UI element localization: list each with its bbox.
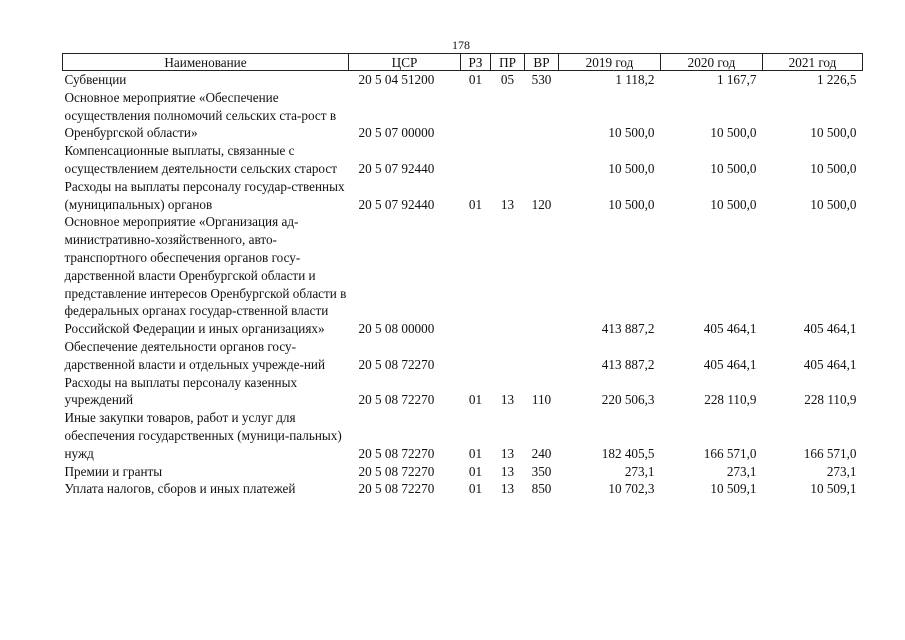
cell-y2021: 10 509,1 xyxy=(810,481,857,497)
cell-rz: 01 xyxy=(468,392,483,408)
cell-y2021: 405 464,1 xyxy=(803,356,857,372)
cell-pr: 13 xyxy=(500,481,515,497)
table-header-row xyxy=(63,54,863,71)
cell-y2020: 273,1 xyxy=(726,463,757,479)
cell-csr: 20 5 07 92440 xyxy=(358,196,435,212)
cell-y2021: 405 464,1 xyxy=(803,321,857,337)
cell-y2019: 220 506,3 xyxy=(601,392,655,408)
header-csr: ЦСР xyxy=(349,54,461,71)
cell-y2021: 166 571,0 xyxy=(803,445,857,461)
cell-csr: 20 5 07 92440 xyxy=(358,160,435,176)
cell-y2020: 405 464,1 xyxy=(703,356,757,372)
cell-rz xyxy=(461,89,491,142)
cell-y2020: 228 110,9 xyxy=(704,392,757,408)
header-name: Наименование xyxy=(63,54,349,71)
cell-vr: 530 xyxy=(531,72,552,87)
cell-y2021: 228 110,9 xyxy=(804,392,857,408)
cell-csr: 20 5 08 72270 xyxy=(358,356,435,372)
cell-pr: 13 xyxy=(500,392,515,408)
header-2021: 2021 год xyxy=(763,54,863,71)
cell-y2020: 10 509,1 xyxy=(710,481,757,497)
cell-rz xyxy=(461,338,491,374)
cell-vr: 120 xyxy=(531,196,552,212)
cell-vr: 110 xyxy=(531,392,552,408)
cell-y2021: 10 500,0 xyxy=(810,196,857,212)
cell-name: Основное мероприятие «Организация ад-министративно-хозяйственного, авто-транспортного обеспечения органов госу-дарственной власти Оренбургской области и представление интересов Оренбургской области в федеральных органах государ-ственной власти Российской Федерации и иных организациях» xyxy=(64,214,347,337)
cell-y2019: 10 500,0 xyxy=(608,196,655,212)
cell-y2019: 10 500,0 xyxy=(608,125,655,141)
cell-y2019: 413 887,2 xyxy=(601,321,655,337)
cell-pr xyxy=(491,142,525,178)
cell-y2021: 10 500,0 xyxy=(810,160,857,176)
table-row xyxy=(63,89,863,142)
cell-name: Иные закупки товаров, работ и услуг для обеспечения государственных (муници-пальных) нужд xyxy=(64,410,342,461)
cell-y2020: 10 500,0 xyxy=(710,196,757,212)
cell-pr: 13 xyxy=(500,196,515,212)
cell-rz: 01 xyxy=(468,481,483,497)
cell-csr: 20 5 08 72270 xyxy=(358,481,435,497)
cell-y2021: 10 500,0 xyxy=(810,125,857,141)
cell-name: Расходы на выплаты персоналу государ-ственных (муниципальных) органов xyxy=(64,178,345,212)
cell-y2020: 10 500,0 xyxy=(710,160,757,176)
cell-vr xyxy=(525,142,559,178)
cell-y2021: 1 226,5 xyxy=(816,72,857,87)
budget-table xyxy=(62,53,863,498)
header-rz: РЗ xyxy=(461,54,491,71)
cell-y2020: 166 571,0 xyxy=(703,445,757,461)
table-row xyxy=(63,178,863,214)
cell-vr xyxy=(525,89,559,142)
cell-name: Премии и гранты xyxy=(64,463,163,479)
cell-rz: 01 xyxy=(468,445,483,461)
cell-csr: 20 5 04 51200 xyxy=(358,72,435,87)
cell-pr: 13 xyxy=(500,445,515,461)
cell-y2019: 10 702,3 xyxy=(608,481,655,497)
cell-csr: 20 5 08 00000 xyxy=(358,321,435,337)
cell-rz xyxy=(461,213,491,338)
cell-y2021: 273,1 xyxy=(826,463,857,479)
cell-y2019: 182 405,5 xyxy=(601,445,655,461)
table-row xyxy=(63,463,863,481)
table-row xyxy=(63,480,863,498)
cell-y2019: 1 118,2 xyxy=(615,72,655,87)
header-2020: 2020 год xyxy=(661,54,763,71)
cell-pr: 13 xyxy=(500,463,515,479)
cell-y2020: 405 464,1 xyxy=(703,321,757,337)
cell-name: Расходы на выплаты персоналу казенных учреждений xyxy=(64,374,298,408)
cell-name: Уплата налогов, сборов и иных платежей xyxy=(64,481,296,497)
table-row xyxy=(63,338,863,374)
cell-csr: 20 5 08 72270 xyxy=(358,445,435,461)
cell-vr xyxy=(525,338,559,374)
table-body xyxy=(63,71,863,499)
table-row xyxy=(63,71,863,89)
cell-pr xyxy=(491,338,525,374)
cell-name: Основное мероприятие «Обеспечение осуществления полномочий сельских ста-рост в Оренбургской области» xyxy=(64,89,337,141)
cell-rz xyxy=(461,142,491,178)
header-pr: ПР xyxy=(491,54,525,71)
cell-name: Компенсационные выплаты, связанные с осуществлением деятельности сельских старост xyxy=(64,143,337,176)
cell-vr: 240 xyxy=(531,445,552,461)
cell-name: Обеспечение деятельности органов госу-дарственной власти и отдельных учрежде-ний xyxy=(64,338,326,372)
table-row xyxy=(63,409,863,462)
cell-pr xyxy=(491,89,525,142)
cell-csr: 20 5 07 00000 xyxy=(358,125,435,141)
header-2019: 2019 год xyxy=(559,54,661,71)
cell-rz: 01 xyxy=(468,463,483,479)
header-vr: ВР xyxy=(525,54,559,71)
table-row xyxy=(63,374,863,410)
cell-name: Субвенции xyxy=(64,72,127,87)
table-row xyxy=(63,213,863,338)
cell-pr xyxy=(491,213,525,338)
cell-csr: 20 5 08 72270 xyxy=(358,463,435,479)
cell-pr: 05 xyxy=(500,72,515,87)
cell-y2020: 1 167,7 xyxy=(716,72,757,87)
cell-vr: 350 xyxy=(531,463,552,479)
cell-y2020: 10 500,0 xyxy=(710,125,757,141)
cell-rz: 01 xyxy=(468,196,483,212)
cell-vr: 850 xyxy=(531,481,552,497)
page-number: 178 xyxy=(452,38,470,52)
cell-csr: 20 5 08 72270 xyxy=(358,392,435,408)
cell-y2019: 10 500,0 xyxy=(608,160,655,176)
cell-vr xyxy=(525,213,559,338)
cell-y2019: 273,1 xyxy=(624,463,655,479)
table-row xyxy=(63,142,863,178)
cell-y2019: 413 887,2 xyxy=(601,356,655,372)
cell-rz: 01 xyxy=(468,72,483,87)
